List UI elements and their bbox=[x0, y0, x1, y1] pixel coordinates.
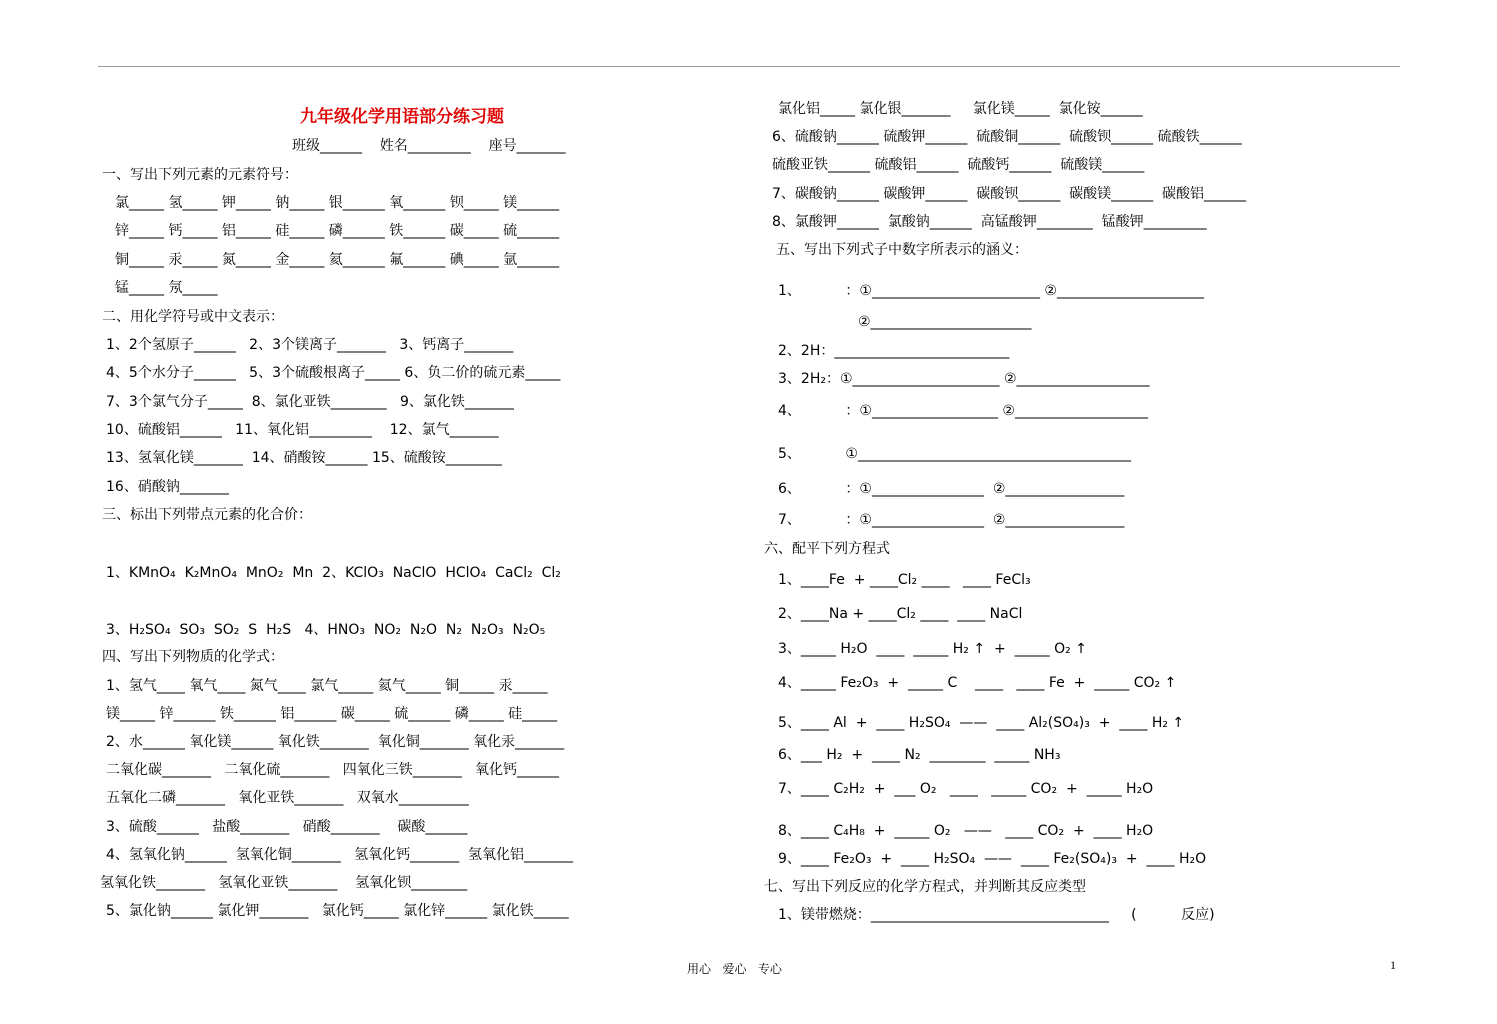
right-line-24: 9、____ Fe₂O₃ + ____ H₂SO₄ —— ____ Fe₂(SO₄)₃ + ____ H₂O bbox=[778, 851, 1207, 867]
right-line-2: 6、硫酸钠______ 硫酸钾______ 硫酸铜______ 硫酸钡______ 硫酸铁______ bbox=[772, 129, 1242, 145]
right-line-22: 7、____ C₂H₂ + ___ O₂ ____ _____ CO₂ + _____ H₂O bbox=[778, 781, 1154, 797]
left-line-14: 三、标出下列带点元素的化合价： bbox=[102, 507, 312, 523]
left-line-12: 13、氢氧化镁_______ 14、硝酸铵______ 15、硫酸铵________ bbox=[106, 450, 502, 466]
right-line-4: 7、碳酸钠______ 碳酸钾______ 碳酸钡______ 碳酸镁______ 碳酸铝______ bbox=[772, 186, 1247, 202]
left-line-24: 4、氢氧化钠______ 氢氧化铜_______ 氢氧化钙_______ 氢氧化铝_______ bbox=[106, 847, 574, 863]
right-line-7: 1、 ：①________________________ ②_____________________ bbox=[778, 283, 1204, 299]
footer-text: 用心 爱心 专心 bbox=[687, 962, 782, 976]
left-line-20: 2、水______ 氧化镁______ 氧化铁_______ 氧化铜_______ 氧化汞_______ bbox=[106, 734, 565, 750]
left-line-17: 四、写出下列物质的化学式： bbox=[102, 649, 284, 665]
right-line-20: 5、____ Al + ____ H₂SO₄ —— ____ Al₂(SO₄)₃ + ____ H₂ ↑ bbox=[778, 715, 1185, 731]
left-line-4: 锌_____ 钙_____ 铝_____ 硅_____ 磷______ 铁______ 碳_____ 硫______ bbox=[115, 223, 560, 239]
left-line-18: 1、氢气____ 氧气____ 氮气____ 氯气_____ 氦气_____ 铜_____ 汞_____ bbox=[106, 678, 548, 694]
right-line-11: 4、 ：①__________________ ②___________________ bbox=[778, 403, 1148, 419]
left-line-9: 4、5个水分子______ 5、3个硫酸根离子_____ 6、负二价的硫元素_____ bbox=[106, 365, 561, 381]
left-line-15: 1、KMnO₄ K₂MnO₄ MnO₂ Mn 2、KClO₃ NaClO HClO₄ CaCl₂ Cl₂ bbox=[106, 565, 561, 581]
left-line-16: 3、H₂SO₄ SO₃ SO₂ S H₂S 4、HNO₃ NO₂ N₂O N₂ N₂O₃ N₂O₅ bbox=[106, 622, 546, 638]
right-line-9: 2、2H：_________________________ bbox=[778, 343, 1010, 359]
left-line-2: 一、写出下列元素的元素符号： bbox=[102, 167, 298, 183]
right-line-25: 七、写出下列反应的化学方程式，并判断其反应类型 bbox=[764, 879, 1086, 895]
left-line-22: 五氧化二磷_______ 氧化亚铁_______ 双氧水__________ bbox=[106, 790, 469, 806]
page-number: 1 bbox=[1390, 958, 1396, 972]
page-title: 九年级化学用语部分练习题 bbox=[300, 107, 504, 127]
left-line-25: 氢氧化铁_______ 氢氧化亚铁_______ 氢氧化钡________ bbox=[100, 875, 468, 891]
left-line-19: 镁_____ 锌______ 铁______ 铝______ 碳_____ 硫______ 磷_____ 硅_____ bbox=[106, 706, 558, 722]
right-line-17: 2、____Na + ____Cl₂ ____ ____ NaCl bbox=[778, 606, 1023, 622]
right-line-18: 3、_____ H₂O ____ _____ H₂ ↑ + _____ O₂ ↑ bbox=[778, 641, 1087, 657]
left-line-6: 锰_____ 氖_____ bbox=[115, 280, 218, 296]
right-line-16: 1、____Fe + ____Cl₂ ____ ____ FeCl₃ bbox=[778, 572, 1031, 588]
right-line-3: 硫酸亚铁______ 硫酸铝______ 硫酸钙______ 硫酸镁______ bbox=[772, 157, 1145, 173]
right-line-1: 氯化铝_____ 氯化银_______ 氯化镁_____ 氯化铵______ bbox=[778, 101, 1143, 117]
right-line-6: 五、写出下列式子中数字所表示的涵义： bbox=[776, 242, 1028, 258]
right-line-14: 7、 ：①________________ ②_________________ bbox=[778, 512, 1125, 528]
left-line-5: 铜_____ 汞_____ 氮_____ 金_____ 氦______ 氟______ 碘_____ 氩______ bbox=[115, 252, 560, 268]
right-line-15: 六、配平下列方程式 bbox=[764, 541, 890, 557]
right-line-13: 6、 ：①________________ ②_________________ bbox=[778, 481, 1125, 497]
right-line-23: 8、____ C₄H₈ + _____ O₂ —— ____ CO₂ + ____ H₂O bbox=[778, 823, 1154, 839]
right-line-8: ②_______________________ bbox=[858, 314, 1032, 330]
left-line-3: 氯_____ 氢_____ 钾_____ 钠_____ 银______ 氧______ 钡_____ 镁______ bbox=[115, 195, 560, 211]
left-line-26: 5、氯化钠______ 氯化钾_______ 氯化钙_____ 氯化锌______ 氯化铁_____ bbox=[106, 903, 569, 919]
header-rule bbox=[98, 66, 1400, 67]
left-line-1: 班级______ 姓名_________ 座号_______ bbox=[292, 138, 566, 154]
right-line-21: 6、___ H₂ + ____ N₂ ________ _____ NH₃ bbox=[778, 747, 1061, 763]
right-line-12: 5、 ①_______________________________________ bbox=[778, 446, 1131, 462]
left-line-13: 16、硝酸钠_______ bbox=[106, 479, 229, 495]
right-line-26: 1、镁带燃烧：__________________________________ ( 反应) bbox=[778, 907, 1215, 923]
left-line-10: 7、3个氯气分子_____ 8、氯化亚铁________ 9、氯化铁_______ bbox=[106, 394, 514, 410]
right-line-19: 4、_____ Fe₂O₃ + _____ C ____ ____ Fe + _____ CO₂ ↑ bbox=[778, 675, 1177, 691]
left-line-8: 1、2个氢原子______ 2、3个镁离子_______ 3、钙离子_______ bbox=[106, 337, 514, 353]
left-line-23: 3、硫酸______ 盐酸_______ 硝酸_______ 碳酸______ bbox=[106, 819, 468, 835]
right-line-10: 3、2H₂：①_____________________ ②___________________ bbox=[778, 371, 1150, 387]
left-line-7: 二、用化学符号或中文表示： bbox=[102, 309, 284, 325]
left-line-21: 二氧化碳_______ 二氧化硫_______ 四氧化三铁_______ 氧化钙______ bbox=[106, 762, 560, 778]
left-line-11: 10、硫酸铝______ 11、氧化铝_________ 12、氯气_______ bbox=[106, 422, 499, 438]
right-line-5: 8、氯酸钾______ 氯酸钠______ 高锰酸钾________ 锰酸钾_________ bbox=[772, 214, 1207, 230]
